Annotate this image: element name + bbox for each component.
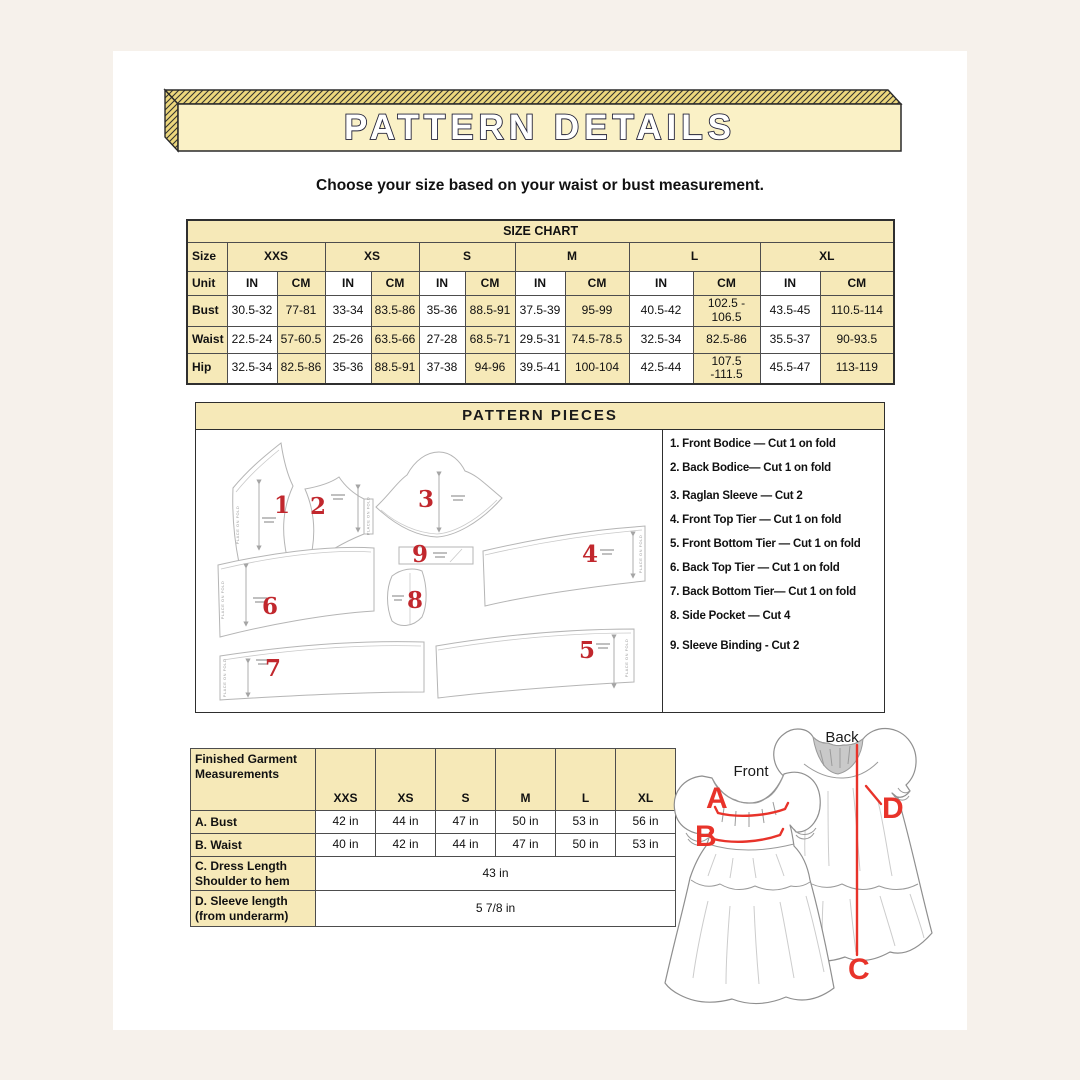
- piece-number-2: 2: [310, 493, 327, 520]
- cell: 40.5-42: [629, 296, 693, 327]
- piece-number-3: 3: [418, 486, 435, 513]
- svg-text:PLACE ON FOLD: PLACE ON FOLD: [624, 638, 629, 678]
- cell: 53 in: [556, 811, 616, 834]
- cell: 100-104: [565, 353, 629, 384]
- cell: 56 in: [616, 811, 676, 834]
- cell: 50 in: [496, 811, 556, 834]
- row-label-bust: Bust: [187, 296, 227, 327]
- list-item: 3. Raglan Sleeve — Cut 2: [670, 490, 803, 502]
- unit-in: IN: [325, 272, 371, 296]
- pattern-piece-9: [399, 541, 473, 568]
- list-item: 5. Front Bottom Tier — Cut 1 on fold: [670, 538, 861, 550]
- unit-cm: CM: [371, 272, 419, 296]
- piece-number-8: 8: [407, 587, 424, 614]
- front-view-label: Front: [733, 763, 769, 780]
- cell: 47 in: [436, 811, 496, 834]
- pattern-pieces-section: [195, 402, 885, 713]
- cell: 43.5-45: [760, 296, 820, 327]
- cell: 30.5-32: [227, 296, 277, 327]
- pattern-piece-1: [233, 443, 293, 563]
- list-item: 9. Sleeve Binding - Cut 2: [670, 640, 800, 652]
- unit-in: IN: [629, 272, 693, 296]
- cell: 77-81: [277, 296, 325, 327]
- list-item: 2. Back Bodice— Cut 1 on fold: [670, 462, 831, 474]
- annotation-d: D: [882, 792, 904, 825]
- pattern-piece-6: [218, 547, 374, 637]
- pattern-pieces-diagram: [196, 430, 662, 712]
- pattern-piece-8: [388, 569, 427, 626]
- dress-front-view: [665, 772, 834, 1003]
- finished-measurements-table: [190, 748, 676, 927]
- row-label-a-bust: A. Bust: [191, 811, 316, 834]
- cell: 88.5-91: [465, 296, 515, 327]
- cell: 42.5-44: [629, 353, 693, 384]
- cell: 42 in: [316, 811, 376, 834]
- unit-cm: CM: [465, 272, 515, 296]
- cell: 40 in: [316, 834, 376, 857]
- size-xl: XL: [760, 243, 894, 272]
- cell: 102.5 - 106.5: [693, 296, 760, 327]
- cell: 88.5-91: [371, 353, 419, 384]
- cell: 53 in: [616, 834, 676, 857]
- unit-label: Unit: [187, 272, 227, 296]
- cell: 37.5-39: [515, 296, 565, 327]
- cell: 35-36: [419, 296, 465, 327]
- unit-in: IN: [515, 272, 565, 296]
- row-label-c-length: C. Dress Length Shoulder to hem: [191, 857, 316, 891]
- svg-text:PLACE ON FOLD: PLACE ON FOLD: [220, 580, 225, 620]
- size-chart-title: SIZE CHART: [187, 220, 894, 243]
- annotation-a: A: [706, 782, 728, 815]
- pattern-piece-5: [436, 629, 634, 698]
- size-label: Size: [187, 243, 227, 272]
- finished-size-l: L: [556, 749, 616, 811]
- finished-size-xxs: XXS: [316, 749, 376, 811]
- cell: 27-28: [419, 326, 465, 353]
- piece-number-6: 6: [262, 593, 279, 620]
- size-chart-table: [186, 219, 895, 385]
- list-item: 6. Back Top Tier — Cut 1 on fold: [670, 562, 840, 574]
- size-xs: XS: [325, 243, 419, 272]
- cell: 83.5-86: [371, 296, 419, 327]
- dress-illustration: [658, 716, 950, 1018]
- cell: 33-34: [325, 296, 371, 327]
- row-label-b-waist: B. Waist: [191, 834, 316, 857]
- list-item: 7. Back Bottom Tier— Cut 1 on fold: [670, 586, 856, 598]
- banner-top-edge: [165, 90, 901, 104]
- cell: 82.5-86: [277, 353, 325, 384]
- cell: 44 in: [376, 811, 436, 834]
- cell: 29.5-31: [515, 326, 565, 353]
- banner-title: PATTERN DETAILS: [344, 108, 736, 147]
- cell: 110.5-114: [820, 296, 894, 327]
- pattern-pieces-title: PATTERN PIECES: [196, 403, 884, 430]
- cell: 22.5-24: [227, 326, 277, 353]
- row-label-waist: Waist: [187, 326, 227, 353]
- cell: 82.5-86: [693, 326, 760, 353]
- cell: 63.5-66: [371, 326, 419, 353]
- piece-number-5: 5: [579, 637, 596, 664]
- row-label-hip: Hip: [187, 353, 227, 384]
- cell: 90-93.5: [820, 326, 894, 353]
- cell: 68.5-71: [465, 326, 515, 353]
- unit-cm: CM: [693, 272, 760, 296]
- cell: 113-119: [820, 353, 894, 384]
- cell: 37-38: [419, 353, 465, 384]
- cell: 39.5-41: [515, 353, 565, 384]
- cell: 44 in: [436, 834, 496, 857]
- finished-size-s: S: [436, 749, 496, 811]
- unit-in: IN: [419, 272, 465, 296]
- cell: 47 in: [496, 834, 556, 857]
- unit-cm: CM: [820, 272, 894, 296]
- cell: 32.5-34: [227, 353, 277, 384]
- unit-cm: CM: [277, 272, 325, 296]
- piece-number-1: 1: [274, 492, 291, 519]
- cell-span: 43 in: [316, 857, 676, 891]
- finished-size-xs: XS: [376, 749, 436, 811]
- cell: 45.5-47: [760, 353, 820, 384]
- cell: 32.5-34: [629, 326, 693, 353]
- cell: 94-96: [465, 353, 515, 384]
- list-item: 4. Front Top Tier — Cut 1 on fold: [670, 514, 842, 526]
- unit-in: IN: [760, 272, 820, 296]
- cell: 50 in: [556, 834, 616, 857]
- title-banner: [160, 85, 905, 155]
- size-m: M: [515, 243, 629, 272]
- cell: 107.5 -111.5: [693, 353, 760, 384]
- pattern-piece-3: [376, 452, 502, 537]
- svg-text:PLACE ON FOLD: PLACE ON FOLD: [222, 658, 227, 698]
- unit-cm: CM: [565, 272, 629, 296]
- intro-text: Choose your size based on your waist or bust measurement.: [316, 177, 764, 194]
- pattern-pieces-list: [662, 430, 884, 712]
- cell: 57-60.5: [277, 326, 325, 353]
- svg-text:PLACE ON FOLD: PLACE ON FOLD: [235, 505, 240, 545]
- size-xxs: XXS: [227, 243, 325, 272]
- cell: 74.5-78.5: [565, 326, 629, 353]
- piece-number-7: 7: [265, 655, 282, 682]
- cell-span: 5 7/8 in: [316, 891, 676, 927]
- unit-in: IN: [227, 272, 277, 296]
- svg-text:PLACE ON FOLD: PLACE ON FOLD: [365, 496, 371, 536]
- finished-size-xl: XL: [616, 749, 676, 811]
- list-item: 1. Front Bodice — Cut 1 on fold: [670, 438, 836, 450]
- cell: 25-26: [325, 326, 371, 353]
- cell: 35.5-37: [760, 326, 820, 353]
- annotation-b: B: [695, 820, 717, 853]
- cell: 35-36: [325, 353, 371, 384]
- finished-title: Finished Garment Measurements: [191, 749, 316, 811]
- finished-size-m: M: [496, 749, 556, 811]
- cell: 42 in: [376, 834, 436, 857]
- svg-text:PLACE ON FOLD: PLACE ON FOLD: [638, 534, 643, 574]
- size-s: S: [419, 243, 515, 272]
- list-item: 8. Side Pocket — Cut 4: [670, 610, 791, 622]
- back-view-label: Back: [825, 729, 859, 746]
- piece-number-9: 9: [412, 541, 429, 568]
- row-label-d-sleeve: D. Sleeve length (from underarm): [191, 891, 316, 927]
- piece-number-4: 4: [582, 541, 599, 568]
- annotation-c: C: [848, 953, 870, 986]
- pattern-piece-4: [483, 526, 645, 606]
- cell: 95-99: [565, 296, 629, 327]
- size-l: L: [629, 243, 760, 272]
- pattern-piece-7: [220, 642, 424, 700]
